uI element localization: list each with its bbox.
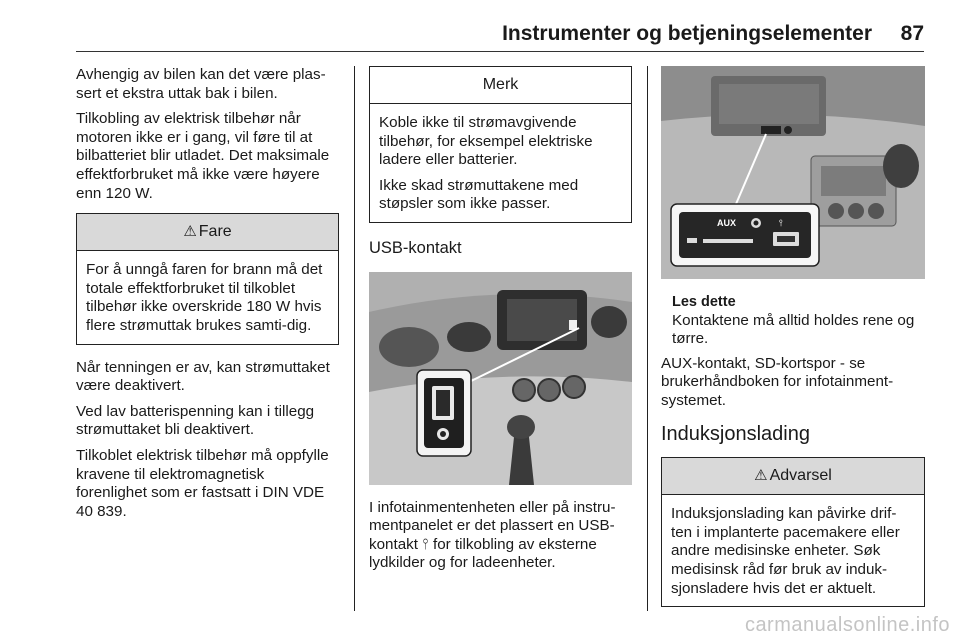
warning-box-text: Induksjonslading kan påvirke drif-ten i implanterte pacemakere eller andre medisinske enheter. Søk medisinsk råd før bruk av induk-sjonsladere hvis det er aktuelt. xyxy=(671,505,900,597)
danger-box xyxy=(76,213,339,344)
warning-box-body xyxy=(662,495,924,606)
watermark: carmanualsonline.info xyxy=(744,614,950,636)
column-3 xyxy=(661,66,925,617)
warning-box-title: Advarsel xyxy=(769,466,832,484)
header-rule xyxy=(76,51,924,52)
paragraph: Tilkoblet elektrisk tilbehør må oppfylle kravene til elektromagnetisk forenlighet som er fastsatt i DIN VDE 40 839. xyxy=(76,446,329,520)
usb-heading: USB-kontakt xyxy=(369,238,462,257)
page-number: 87 xyxy=(900,22,924,45)
aux-label: AUX xyxy=(717,218,737,228)
page-header xyxy=(0,0,960,54)
note-label: Les dette xyxy=(672,294,736,310)
usb-port-illustration xyxy=(369,272,632,485)
paragraph: Når tenningen er av, kan strømuttaket være deaktivert. xyxy=(76,358,330,395)
warning-box xyxy=(661,457,925,607)
note-text: Kontaktene må alltid holdes rene og tørre. xyxy=(672,311,915,348)
note-block xyxy=(672,293,925,349)
note-box-text: Ikke skad strømuttakene med støpsler som ikke passer. xyxy=(379,176,579,213)
note-box-title: Merk xyxy=(482,75,519,93)
column-divider xyxy=(647,66,648,611)
warning-icon: ⚠ xyxy=(183,222,197,240)
usb-symbol-icon: ⫯ xyxy=(779,218,783,228)
paragraph: Tilkobling av elektrisk tilbehør når motoren ikke er i gang, vil føre til at bilbatteriet blir utladet. Det maksimale effektforbruket må ikke være høyere enn 120 W. xyxy=(76,110,330,202)
section-title: Instrumenter og betjeningselementer xyxy=(502,22,872,45)
paragraph: Avhengig av bilen kan det være plas-sert et ekstra uttak bak i bilen. xyxy=(76,66,326,102)
column-divider xyxy=(354,66,355,611)
warning-icon: ⚠ xyxy=(754,466,768,484)
danger-box-text: For å unngå faren for brann må det totale effektforbruket til tilkoblet tilbehør ikke overskride 180 W hvis flere strømuttak brukes samti-dig. xyxy=(86,261,323,334)
note-box-text: Koble ikke til strømavgivende tilbehør, for eksempel elektriske ladere eller batterier. xyxy=(379,114,593,169)
column-2 xyxy=(369,66,632,580)
danger-box-body xyxy=(77,251,338,343)
paragraph: I infotainmentenheten eller på instru-mentpanelet er det plassert en USB-kontakt ⫯ for tilkobling av eksterne lydkilder og for ladeenheter. xyxy=(369,498,616,572)
paragraph: Ved lav batterispenning kan i tillegg strømuttaket bli deaktivert. xyxy=(76,402,315,439)
danger-box-header xyxy=(77,214,338,251)
note-box xyxy=(369,66,632,223)
note-box-body xyxy=(370,104,631,222)
aux-sd-usb-illustration xyxy=(661,66,925,279)
paragraph: AUX-kontakt, SD-kortspor - se brukerhåndboken for infotainment-systemet. xyxy=(661,354,894,409)
warning-box-header xyxy=(662,458,924,495)
note-box-header xyxy=(370,67,631,104)
danger-box-title: Fare xyxy=(198,222,232,240)
column-1 xyxy=(76,66,339,528)
induction-heading: Induksjonslading xyxy=(661,422,810,445)
